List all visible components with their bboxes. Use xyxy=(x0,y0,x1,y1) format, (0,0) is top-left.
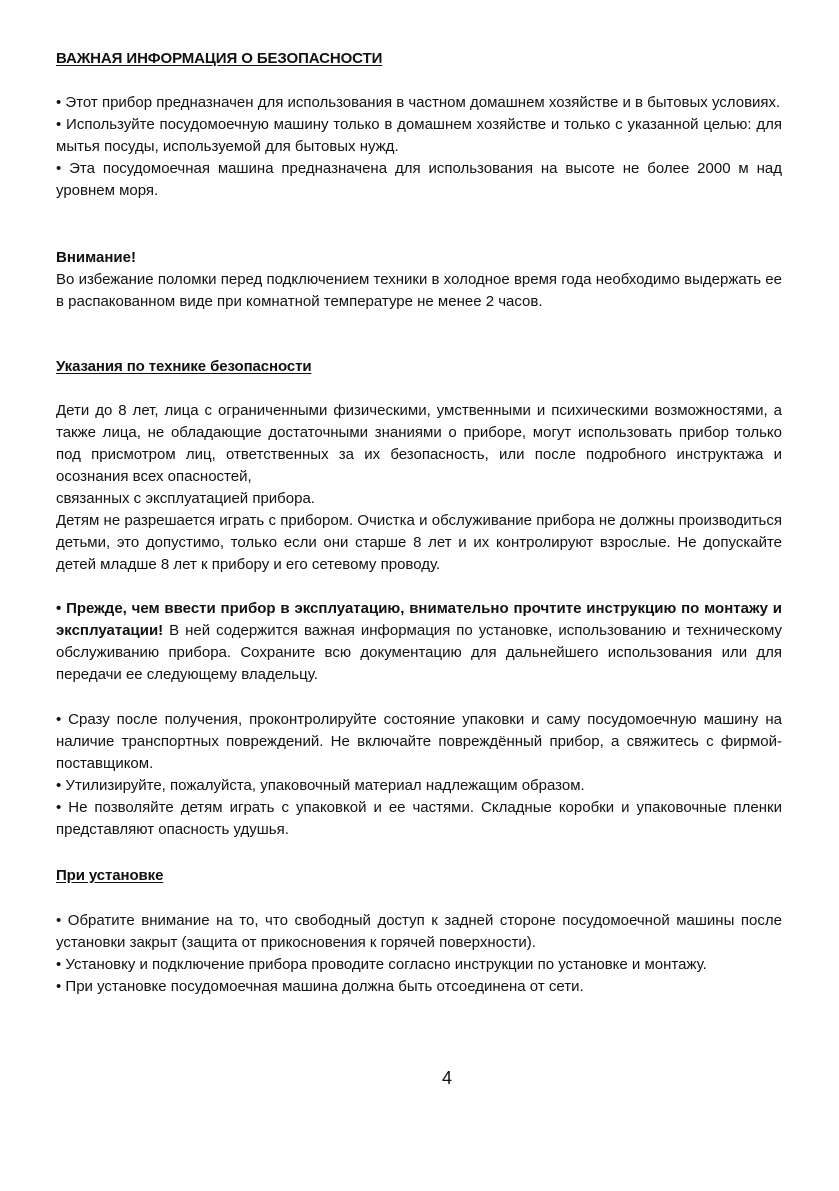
installation-bullet-1: • Обратите внимание на то, что свободный доступ к задней стороне посудомоечной машины после установки закрыт (защита от прикосновения к горячей поверхности). xyxy=(56,912,782,951)
page-number: 4 xyxy=(441,1068,452,1088)
installation-heading: При установке xyxy=(56,867,164,884)
installation-bullet-3: • При установке посудомоечная машина должна быть отсоединена от сети. xyxy=(56,978,584,995)
installation-bullet-2: • Установку и подключение прибора проводите согласно инструкции по установке и монтажу. xyxy=(56,956,707,973)
manual-rest-text: В ней содержится важная информация по установке, использованию и техническому обслуживанию прибора. Сохраните всю документацию для дальнейшего использования или для передачи ее следующему владельцу. xyxy=(56,622,782,683)
package-bullets xyxy=(56,709,782,841)
attention-heading: Внимание! xyxy=(56,249,136,266)
manual-section xyxy=(56,598,782,686)
children-paragraph-2: Детям не разрешается играть с прибором. Очистка и обслуживание прибора не должны производиться детьми, это допустимо, только если они старше 8 лет и их контролируют взрослые. Не допускайте детей младше 8 лет к прибору и его сетевому проводу. xyxy=(56,512,782,573)
manual-bold-text: • Прежде, чем ввести прибор в эксплуатацию, внимательно прочтите инструкцию по монтажу и эксплуатации! xyxy=(56,600,782,639)
safety-rules-heading: Указания по технике безопасности xyxy=(56,358,312,375)
attention-section xyxy=(56,247,782,313)
attention-text: Во избежание поломки перед подключением техники в холодное время года необходимо выдержать ее в распакованном виде при комнатной температуре не менее 2 часов. xyxy=(56,271,782,310)
safety-bullet-2: • Используйте посудомоечную машину только в домашнем хозяйстве и только с указанной целью: для мытья посуды, используемой для бытовых нужд. xyxy=(56,116,782,155)
children-paragraph-1a: Дети до 8 лет, лица с ограниченными физическими, умственными и психическими возможностями, а также лица, не обладающие достаточными знаниями о приборе, могут использовать прибор только под присмотром лиц, ответственных за их безопасность, или после подробного инструктажа и осознания всех опасностей, xyxy=(56,402,782,485)
safety-bullet-1: • Этот прибор предназначен для использования в частном домашнем хозяйстве и в бытовых условиях. xyxy=(56,94,781,111)
safety-heading: ВАЖНАЯ ИНФОРМАЦИЯ О БЕЗОПАСНОСТИ xyxy=(56,50,383,67)
safety-bullets xyxy=(56,92,782,202)
manual-paragraph xyxy=(56,598,782,686)
package-bullet-1: • Сразу после получения, проконтролируйте состояние упаковки и саму посудомоечную машину на наличие транспортных повреждений. Не включайте повреждённый прибор, а свяжитесь с фирмой-поставщиком. xyxy=(56,711,782,772)
children-section xyxy=(56,400,782,576)
safety-bullet-3: • Эта посудомоечная машина предназначена для использования на высоте не более 2000 м над уровнем моря. xyxy=(56,160,782,199)
package-bullet-3: • Не позволяйте детям играть с упаковкой и ее частями. Складные коробки и упаковочные пленки представляют опасность удушья. xyxy=(56,799,782,838)
package-bullet-2: • Утилизируйте, пожалуйста, упаковочный материал надлежащим образом. xyxy=(56,777,585,794)
installation-bullets xyxy=(56,910,782,998)
children-paragraph-1b: связанных с эксплуатацией прибора. xyxy=(56,490,315,507)
